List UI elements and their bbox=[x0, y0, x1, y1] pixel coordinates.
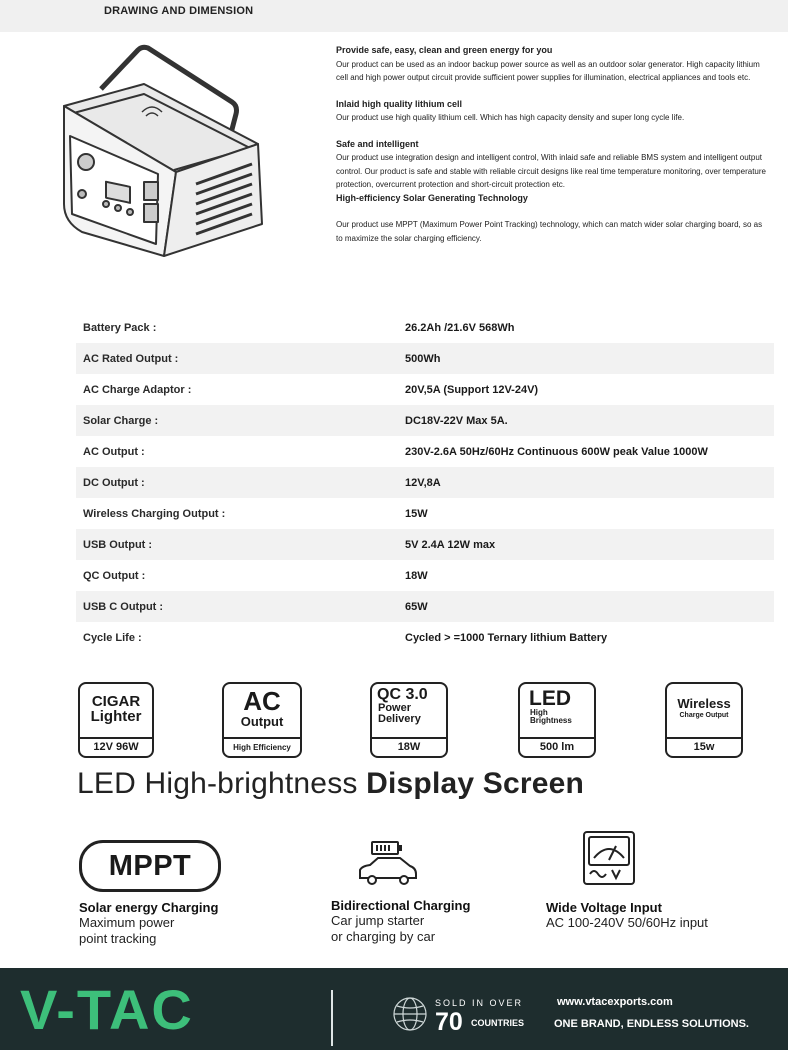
spec-row bbox=[76, 436, 774, 467]
wireless-badge bbox=[665, 682, 743, 758]
spec-value: 12V,8A bbox=[405, 476, 441, 489]
spec-row bbox=[76, 343, 774, 374]
vtac-logo: V-TAC bbox=[20, 978, 194, 1041]
countries-number: 70 bbox=[435, 1008, 463, 1036]
bidirectional-feature bbox=[331, 898, 470, 945]
feature-line: Maximum power bbox=[79, 915, 175, 930]
feature-title: Bidirectional Charging bbox=[331, 898, 471, 913]
badge-subtitle: Power bbox=[378, 702, 412, 714]
badge-subtitle: Output bbox=[240, 714, 284, 729]
heading-normal: LED High-brightness bbox=[77, 767, 367, 800]
mppt-feature bbox=[79, 900, 218, 947]
spec-label: QC Output : bbox=[83, 569, 146, 582]
description-heading: Safe and intelligent bbox=[336, 138, 419, 149]
slogan: ONE BRAND, ENDLESS SOLUTIONS. bbox=[554, 1018, 749, 1030]
badge-footer: 12V 96W bbox=[80, 737, 152, 756]
spec-label: AC Output : bbox=[83, 445, 145, 458]
description-text: Our product use high quality lithium cell. Which has high capacity density and super long cycle life. bbox=[336, 113, 685, 122]
spec-value: 500Wh bbox=[405, 352, 441, 365]
cigar-lighter-badge bbox=[78, 682, 154, 758]
badge-title: QC 3.0 bbox=[377, 686, 428, 703]
display-screen-heading bbox=[77, 767, 584, 801]
spec-value: 15W bbox=[405, 507, 428, 520]
description-heading: High-efficiency Solar Generating Technology bbox=[336, 192, 528, 203]
badge-footer: 18W bbox=[372, 737, 446, 756]
spec-row bbox=[76, 622, 774, 653]
spec-value: DC18V-22V Max 5A. bbox=[405, 414, 508, 427]
feature-line: point tracking bbox=[79, 931, 157, 946]
heading-bold: Display Screen bbox=[366, 767, 585, 800]
spec-label: AC Charge Adaptor : bbox=[83, 383, 192, 396]
badge-subtitle-2: Delivery bbox=[378, 713, 421, 725]
description-heading: Provide safe, easy, clean and green energy for you bbox=[336, 45, 553, 55]
description-text: Our product use MPPT (Maximum Power Point Tracking) technology, which can match wider solar charging board, so as to maximize the solar charging efficiency. bbox=[336, 220, 763, 243]
qc-badge bbox=[370, 682, 448, 758]
spec-label: Cycle Life : bbox=[83, 631, 142, 644]
ac-output-badge bbox=[222, 682, 302, 758]
spec-row bbox=[76, 560, 774, 591]
description-text: Our product use integration design and intelligent control, With inlaid safe and reliable BMS system and intelligent output control. Our product is safe and stable with reliable circuit designs like real time temperature monitoring, over temperature protection, overcurrent protection and short-circuit protection etc. bbox=[336, 153, 766, 189]
spec-row bbox=[76, 591, 774, 622]
spec-row bbox=[76, 312, 774, 343]
specs-table bbox=[76, 312, 774, 653]
badge-subtitle: High bbox=[530, 708, 548, 717]
badge-title: AC bbox=[243, 686, 281, 716]
spec-label: DC Output : bbox=[83, 476, 145, 489]
badge-title: LED bbox=[529, 687, 571, 710]
spec-label: AC Rated Output : bbox=[83, 352, 179, 365]
spec-row bbox=[76, 529, 774, 560]
mppt-badge: MPPT bbox=[79, 840, 221, 892]
spec-label: Solar Charge : bbox=[83, 414, 159, 427]
car-battery-icon bbox=[356, 838, 418, 890]
spec-label: USB C Output : bbox=[83, 600, 164, 613]
description-block bbox=[336, 44, 766, 245]
countries-label: COUNTRIES bbox=[471, 1018, 525, 1028]
badge-subtitle: Charge Output bbox=[679, 712, 729, 719]
footer-divider bbox=[331, 990, 333, 1046]
spec-label: Wireless Charging Output : bbox=[83, 507, 226, 520]
section-title: DRAWING AND DIMENSION bbox=[104, 5, 254, 17]
spec-value: 18W bbox=[405, 569, 428, 582]
description-heading: Inlaid high quality lithium cell bbox=[336, 98, 463, 109]
globe-icon bbox=[392, 996, 428, 1032]
voltage-feature bbox=[546, 900, 708, 931]
badge-footer: 500 lm bbox=[520, 737, 594, 756]
spec-value: 26.2Ah /21.6V 568Wh bbox=[405, 321, 515, 334]
badge-footer: High Efficiency bbox=[224, 737, 300, 756]
footer bbox=[0, 968, 788, 1050]
spec-label: Battery Pack : bbox=[83, 321, 157, 334]
feature-title: Wide Voltage Input bbox=[546, 900, 662, 915]
spec-value: 20V,5A (Support 12V-24V) bbox=[405, 383, 539, 396]
badge-title: Wireless bbox=[677, 696, 731, 711]
feature-line: Car jump starter bbox=[331, 913, 425, 928]
section-header-bar bbox=[0, 0, 788, 32]
spec-label: USB Output : bbox=[83, 538, 153, 551]
sold-in-over: SOLD IN OVER bbox=[435, 998, 524, 1008]
badge-footer: 15w bbox=[667, 737, 741, 756]
description-text: Our product can be used as an indoor backup power source as well as an outdoor solar generator. High capacity lithium cell and high power output circuit provide sufficient power supplies for illumination, electrical appliances and tools etc. bbox=[336, 59, 760, 82]
spec-row bbox=[76, 374, 774, 405]
power-station-illustration bbox=[46, 44, 276, 266]
voltmeter-icon bbox=[582, 830, 636, 886]
feature-title: Solar energy Charging bbox=[79, 900, 219, 915]
spec-value: 65W bbox=[405, 600, 428, 613]
led-badge bbox=[518, 682, 596, 758]
spec-row bbox=[76, 405, 774, 436]
website-link[interactable]: www.vtacexports.com bbox=[557, 996, 673, 1008]
spec-row bbox=[76, 467, 774, 498]
spec-value: 230V-2.6A 50Hz/60Hz Continuous 600W peak Value 1000W bbox=[405, 445, 708, 458]
badge-subtitle-2: Brightness bbox=[530, 716, 572, 725]
spec-value: Cycled > =1000 Ternary lithium Battery bbox=[405, 631, 608, 644]
feature-line: AC 100-240V 50/60Hz input bbox=[546, 915, 708, 930]
spec-row bbox=[76, 498, 774, 529]
feature-line: or charging by car bbox=[331, 929, 436, 944]
badge-title: CIGAR bbox=[91, 693, 141, 710]
spec-value: 5V 2.4A 12W max bbox=[405, 538, 496, 551]
badge-subtitle: Lighter bbox=[90, 708, 142, 725]
